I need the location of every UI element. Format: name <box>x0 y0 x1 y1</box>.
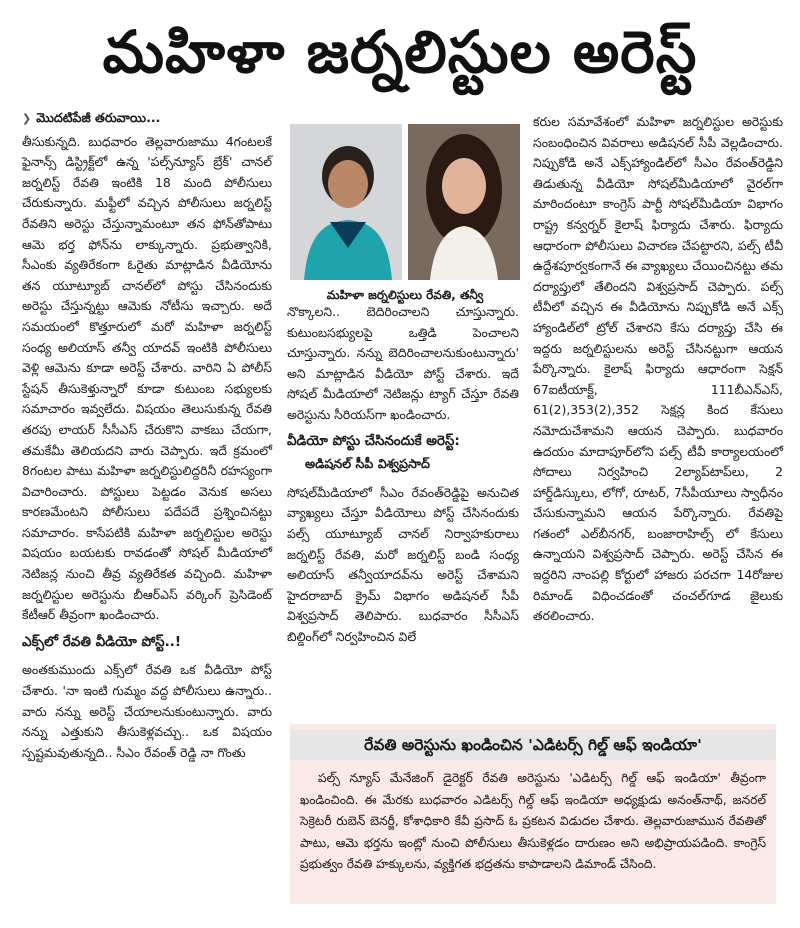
subheading-revathi-video: ఎక్స్‌లో రేవతి వీడియో పోస్ట్..! <box>22 633 182 650</box>
journalist-photos <box>290 124 520 280</box>
photo-revathi <box>290 124 402 280</box>
page-headline: మహిళా జర్నలిస్టుల అరెస్ట్ <box>102 18 698 86</box>
box-title: రేవతి అరెస్టును ఖండించిన 'ఎడిటర్స్ గిల్డ్ ఆఫ్ ఇండియా' <box>290 730 776 760</box>
column-2 <box>287 302 519 648</box>
subheading-additional-cp: అడిషనల్ సీపీ విశ్వప్రసాద్ <box>305 456 430 472</box>
article-paragraph: తీసుకున్నది. బుధవారం తెల్లవారుజాము 4గంటలకే ఫైనాన్స్ డిస్ట్రిక్ట్‌లో ఉన్న 'పల్స్‌న్యూస్ బ్రేక్' చానల్ జర్నలిస్ట్ రేవతి ఇంటికి 18 మంది పోలీసులు చేరుకున్నారు. మఫ్టీలో వచ్చిన పోలీసులు జర్నలిస్ట్ రేవతిని అరెస్టు చేస్తున్నామంటూ తన ఫోన్‌తోపాటు ఆమె భర్త ఫోన్‌ను లాక్కున్నారు. ప్రభుత్వానికి, సీఎంకు వ్యతిరేకంగా ఓరైతు మాట్లాడిన వీడియోను తన యూట్యూబ్ చానల్‌లో పోస్టు చేసినందుకు అరెస్టు చేస్తున్నట్టు ఆమెకు నోటీసు ఇచ్చారు. అదే సమయంలో కొత్తూరులో మరో మహిళా జర్నలిస్ట్ సంధ్య అలియాస్ తన్వీ యాదవ్ ఇంటికి పోలీసులు వెళ్లి ఆమెను కూడా అరెస్ట్ చేశారు. వారిని ఏ పోలీస్ స్టేషన్ తీసుకెళ్తున్నారో కూడా కుటుంబ సభ్యులకు సమాచారం ఇవ్వలేదు. విషయం తెలుసుకున్న రేవతి తరపు లాయర్ సీసీఎస్ చేరుకొని వాకబు చేయగా, తమకేమీ తెలియదని వారు చెప్పారు. ఇదే క్రమంలో 8గంటల పాటు మహిళా జర్నలిస్టులిద్దరినీ రహస్యంగా విచారించారు. పోస్టులు పెట్టడం వెనుక అసలు కారణమేంటని పోలీసులు పదేపదే ప్రశ్నించినట్టు సమాచారం. కాసేపటికి మహిళా జర్నలిస్టుల అరెస్టు విషయం బయటకు రావడంతో సోషల్ మీడియాలో నెటిజన్ల నుంచి తీవ్ర వ్యతిరేకత వచ్చింది. మహిళా జర్నలిస్టుల అరెస్టును బీఆర్ఎస్ వర్కింగ్ ప్రెసిడెంట్ కేటీఆర్ తీవ్రంగా ఖండించారు. <box>22 133 272 623</box>
column-1 <box>22 108 272 763</box>
column-3 <box>533 112 783 627</box>
continuation-text: మొదటిపేజీ తరువాయి... <box>36 110 161 125</box>
subheading-arrest-reason: వీడియో పోస్టు చేసినందుకే అరెస్ట్: <box>287 433 460 449</box>
box-body: పల్స్ న్యూస్ మేనేజింగ్ డైరెక్టర్ రేవతి అరెస్టును 'ఎడిటర్స్ గిల్డ్ ఆఫ్ ఇండియా' తీవ్రంగా ఖండించింది. ఈ మేరకు బుధవారం ఎడిటర్స్ గిల్డ్ ఆఫ్ ఇండియా అధ్యక్షుడు అనంత్‌నాథ్, జనరల్ సెక్రెటరీ రుబెన్ బెనర్జీ, కోశాధికారి కేవీ ప్రసాద్ ఓ ప్రకటన విడుదల చేశారు. తెల్లవారుజామున రేవతితో పాటు, ఆమె భర్తను ఇంట్లో నుంచి పోలీసులు తీసుకెళ్లడం దారుణం అని అభిప్రాయపడింది. కాంగ్రెస్ ప్రభుత్వం రేవతి హక్కులను, వ్యక్తిగత భద్రతను కాపాడాలని డిమాండ్ చేసింది. <box>300 771 766 871</box>
chevron-right-icon: ❯ <box>22 112 32 125</box>
article-paragraph: సోషల్‌మీడియాలో సీఎం రేవంత్‌రెడ్డిపై అనుచిత వ్యాఖ్యలు చేస్తూ వీడియోలు పోస్ట్ చేసినందుకు పల్స్ యూట్యూబ్ చానల్ నిర్వాహకురాలు జర్నలిస్ట్ రేవతి, మరో జర్నలిస్ట్ బండి సంధ్య అలియాస్ తన్వీయాదవ్‌ను అరెస్ట్ చేశామని హైదరాబాద్ క్రైమ్ విభాగం అడిషనల్ సీపీ విశ్వప్రసాద్ తెలిపారు. బుధవారం సీసీఎస్ బిల్డింగ్‌లో నిర్వహించిన విలే <box>287 484 519 644</box>
article-paragraph: అంతకుముందు ఎక్స్‌లో రేవతి ఒక వీడియో పోస్ట్ చేశారు. 'నా ఇంటి గుమ్మం వద్ద పోలీసులు ఉన్నారు.. వారు నన్ను అరెస్ట్ చేయాలనుకుంటున్నారు. వారు నన్ను ఎత్తుకుని తీసుకెళ్లవచ్చు.. ఒక విషయం స్పష్టమవుతున్నది.. సీఎం రేవంత్ రెడ్డి నా గొంతు <box>22 662 272 760</box>
photo-tanvi <box>408 124 520 280</box>
photo-caption: మహిళా జర్నలిస్టులు రేవతి, తన్వీ <box>326 288 484 302</box>
editors-guild-box <box>290 724 776 904</box>
continuation-line <box>22 108 272 130</box>
article-paragraph: కరుల సమావేశంలో మహిళా జర్నలిస్టుల అరెస్టుకు సంబంధించిన వివరాలు అడిషనల్ సీపీ వెల్లడించారు. నిప్పుకోడి అనే ఎక్స్‌హ్యాండిల్‌లో సీఎం రేవంత్‌రెడ్డిని తిడుతున్న వీడియో సోషల్‌మీడియాలో వైరల్‌గా మారిందంటూ కాంగ్రెస్ పార్టీ సోషల్‌మీడియా విభాగం రాష్ట్ర కన్వర్నర్ కైలాష్ ఫిర్యాదు చేశారు. ఫిర్యాదు ఆధారంగా పోలీసులు విచారణ చేపట్టారని, పల్స్ టీవీ ఉద్దేశపూర్వకంగానే ఈ వ్యాఖ్యలు చేయించినట్టు తమ దర్యాప్తులో తేలిందని విశ్వప్రసాద్ చెప్పారు. పల్స్ టీవీలో వచ్చిన ఈ వీడియోను నిప్పుకోడి అనే ఎక్స్ హ్యాండిల్‌లో ట్రోల్ చేశారని కేసు దర్యాప్తు చేసి ఈ ఇద్దరు జర్నలిస్టులను అరెస్ట్ చేసినట్టుగా ఆయన పేర్కొన్నారు. కైలాష్ ఫిర్యాదు ఆధారంగా సెక్షన్ 67ఐటీయాక్ట్, 111బీఎన్ఎస్, 61(2),353(2),352 సెక్షన్ల కింద కేసులు నమోదుచేశామని ఆయన చెప్పారు. బుధవారం ఉదయం మాదాపూర్‌లోని పల్స్ టీవీ కార్యాలయంలో సోదాలు నిర్వహించి 2ల్యాప్‌టాప్‌లు, 2 హార్డ్‌డిస్కులు, లోగో, రూటర్, 7సీపీయూలు స్వాధీనం చేసుకున్నామని ఆయన పేర్కొన్నారు. రేవతిపై గతంలో ఎల్‌బీనగర్, బంజారాహిల్స్ లో కేసులు ఉన్నాయని విశ్వప్రసాద్ చెప్పారు. అరెస్ట్ చేసిన ఈ ఇద్దరిని నాంపల్లి కోర్టులో హాజరు పరచగా 14రోజుల రిమాండ్ విధించడంతో చంచల్‌గూడ జైలుకు తరలించారు. <box>533 114 783 624</box>
article-paragraph: నొక్కాలని.. బెదిరించాలని చూస్తున్నారు. కుటుంబసభ్యులపై ఒత్తిడి పెంచాలని చూస్తున్నారు. నన్ను బెదిరించాలనుకుంటున్నారు' అని మాట్లాడిన వీడియో పోస్ట్ చేశారు. ఇదే సోషల్ మీడియాలో నెటిజన్లు ట్యాగ్ చేస్తూ రేవతి అరెస్టును సీరియస్‌గా ఖండించారు. <box>287 304 519 422</box>
